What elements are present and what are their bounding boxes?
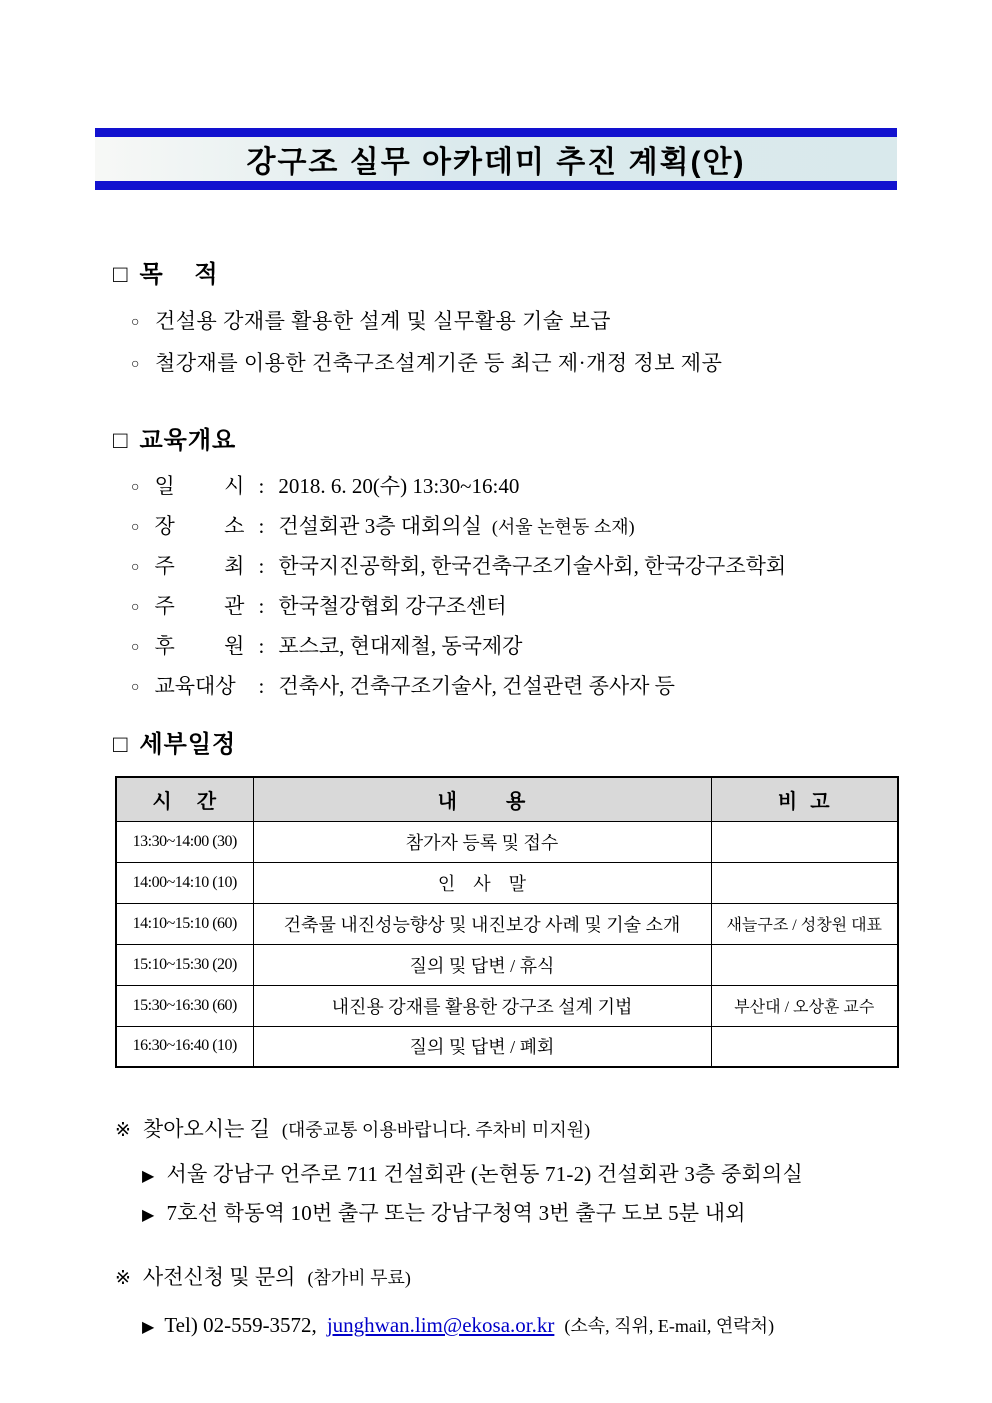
overview-separator: : [258,594,265,618]
overview-value: 2018. 6. 20(수) 13:30~16:40 [278,474,520,498]
cell-content: 내진용 강재를 활용한 강구조 설계 기법 [253,985,711,1026]
col-header-content: 내 용 [253,777,711,821]
overview-label: 일 시 [154,474,245,498]
email-link[interactable]: junghwan.lim@ekosa.or.kr [326,1313,555,1337]
list-item [131,508,992,548]
title-banner [95,128,897,190]
cell-note: 새늘구조 / 성창원 대표 [711,903,898,944]
list-item [142,1156,992,1195]
reference-mark-icon: ※ [115,1120,131,1141]
page-title: 강구조 실무 아카데미 추진 계획(안) [246,146,746,179]
circle-bullet-icon: ○ [131,480,140,495]
schedule-heading [113,730,992,760]
purpose-heading-text: 목 적 [139,261,219,288]
table-row [116,862,898,903]
overview-separator: : [258,474,265,498]
cell-time: 13:30~14:00 (30) [116,821,253,862]
list-item [131,468,992,508]
list-item [131,628,992,668]
schedule-heading-text: 세부일정 [139,731,237,758]
directions-item-text: 서울 강남구 언주로 711 건설회관 (논현동 71-2) 건설회관 3층 중회의실 [166,1162,803,1186]
arrow-bullet-icon: ▶ [142,1207,155,1224]
list-item [131,588,992,628]
table-header-row [116,777,898,821]
purpose-heading [113,260,992,290]
overview-heading [113,426,992,456]
overview-separator: : [258,634,265,658]
cell-content: 질의 및 답변 / 폐회 [253,1026,711,1067]
directions-item-text: 7호선 학동역 10번 출구 또는 강남구청역 3번 출구 도보 5분 내외 [166,1201,746,1225]
overview-value: 한국지진공학회, 한국건축구조기술사회, 한국강구조학회 [278,554,787,578]
directions-heading-text: 찾아오시는 길 [142,1117,270,1141]
directions-list [142,1156,992,1234]
table-row [116,903,898,944]
schedule-table [115,776,899,1068]
cell-time: 15:10~15:30 (20) [116,944,253,985]
circle-bullet-icon: ○ [131,315,140,330]
list-item [142,1195,992,1234]
overview-label: 주 최 [154,554,245,578]
circle-bullet-icon: ○ [131,560,140,575]
overview-heading-text: 교육개요 [139,427,237,454]
overview-separator: : [258,554,265,578]
overview-separator: : [258,674,265,698]
overview-separator: : [258,514,265,538]
overview-label: 주 관 [154,594,245,618]
square-bullet-icon: □ [113,261,128,288]
cell-time: 14:00~14:10 (10) [116,862,253,903]
overview-value: 건축사, 건축구조기술사, 건설관련 종사자 등 [278,674,675,698]
overview-label: 장 소 [154,514,245,538]
cell-note [711,821,898,862]
cell-note [711,1026,898,1067]
purpose-item-text: 건설용 강재를 활용한 설계 및 실무활용 기술 보급 [154,309,611,333]
list-item [131,548,992,588]
directions-heading [115,1114,992,1146]
purpose-item-text: 철강재를 이용한 건축구조설계기준 등 최근 제·개정 정보 제공 [154,351,723,375]
cell-note [711,944,898,985]
circle-bullet-icon: ○ [131,600,140,615]
list-item [131,668,992,708]
overview-list [131,468,992,708]
square-bullet-icon: □ [113,731,128,758]
cell-note: 부산대 / 오상훈 교수 [711,985,898,1026]
cell-content: 건축물 내진성능향상 및 내진보강 사례 및 기술 소개 [253,903,711,944]
overview-label: 교육대상 [154,674,236,698]
overview-value: 포스코, 현대제철, 동국제강 [278,634,523,658]
cell-content: 질의 및 답변 / 휴식 [253,944,711,985]
overview-value-note: (서울 논현동 소재) [491,517,635,537]
table-row [116,821,898,862]
list-item [131,344,992,386]
contact-line [142,1308,992,1345]
overview-value: 건설회관 3층 대회의실 [278,514,482,538]
cell-content: 참가자 등록 및 접수 [253,821,711,862]
list-item [131,302,992,344]
cell-time: 14:10~15:10 (60) [116,903,253,944]
table-row [116,985,898,1026]
cell-time: 16:30~16:40 (10) [116,1026,253,1067]
overview-label: 후 원 [154,634,245,658]
table-row [116,944,898,985]
circle-bullet-icon: ○ [131,357,140,372]
directions-heading-note: (대중교통 이용바랍니다. 주차비 미지원) [281,1120,591,1140]
circle-bullet-icon: ○ [131,680,140,695]
col-header-time: 시 간 [116,777,253,821]
registration-heading-note: (참가비 무료) [307,1268,411,1288]
col-header-note: 비 고 [711,777,898,821]
table-row [116,1026,898,1067]
cell-content: 인 사 말 [253,862,711,903]
phone-number: Tel) 02-559-3572, [164,1313,317,1337]
circle-bullet-icon: ○ [131,520,140,535]
overview-value: 한국철강협회 강구조센터 [278,594,507,618]
purpose-list [131,302,992,386]
circle-bullet-icon: ○ [131,640,140,655]
reference-mark-icon: ※ [115,1268,131,1289]
registration-heading [115,1262,992,1294]
arrow-bullet-icon: ▶ [142,1319,155,1336]
square-bullet-icon: □ [113,427,128,454]
contact-note: (소속, 직위, E-mail, 연락처) [564,1316,775,1336]
registration-heading-text: 사전신청 및 문의 [142,1265,296,1289]
cell-time: 15:30~16:30 (60) [116,985,253,1026]
cell-note [711,862,898,903]
arrow-bullet-icon: ▶ [142,1168,155,1185]
